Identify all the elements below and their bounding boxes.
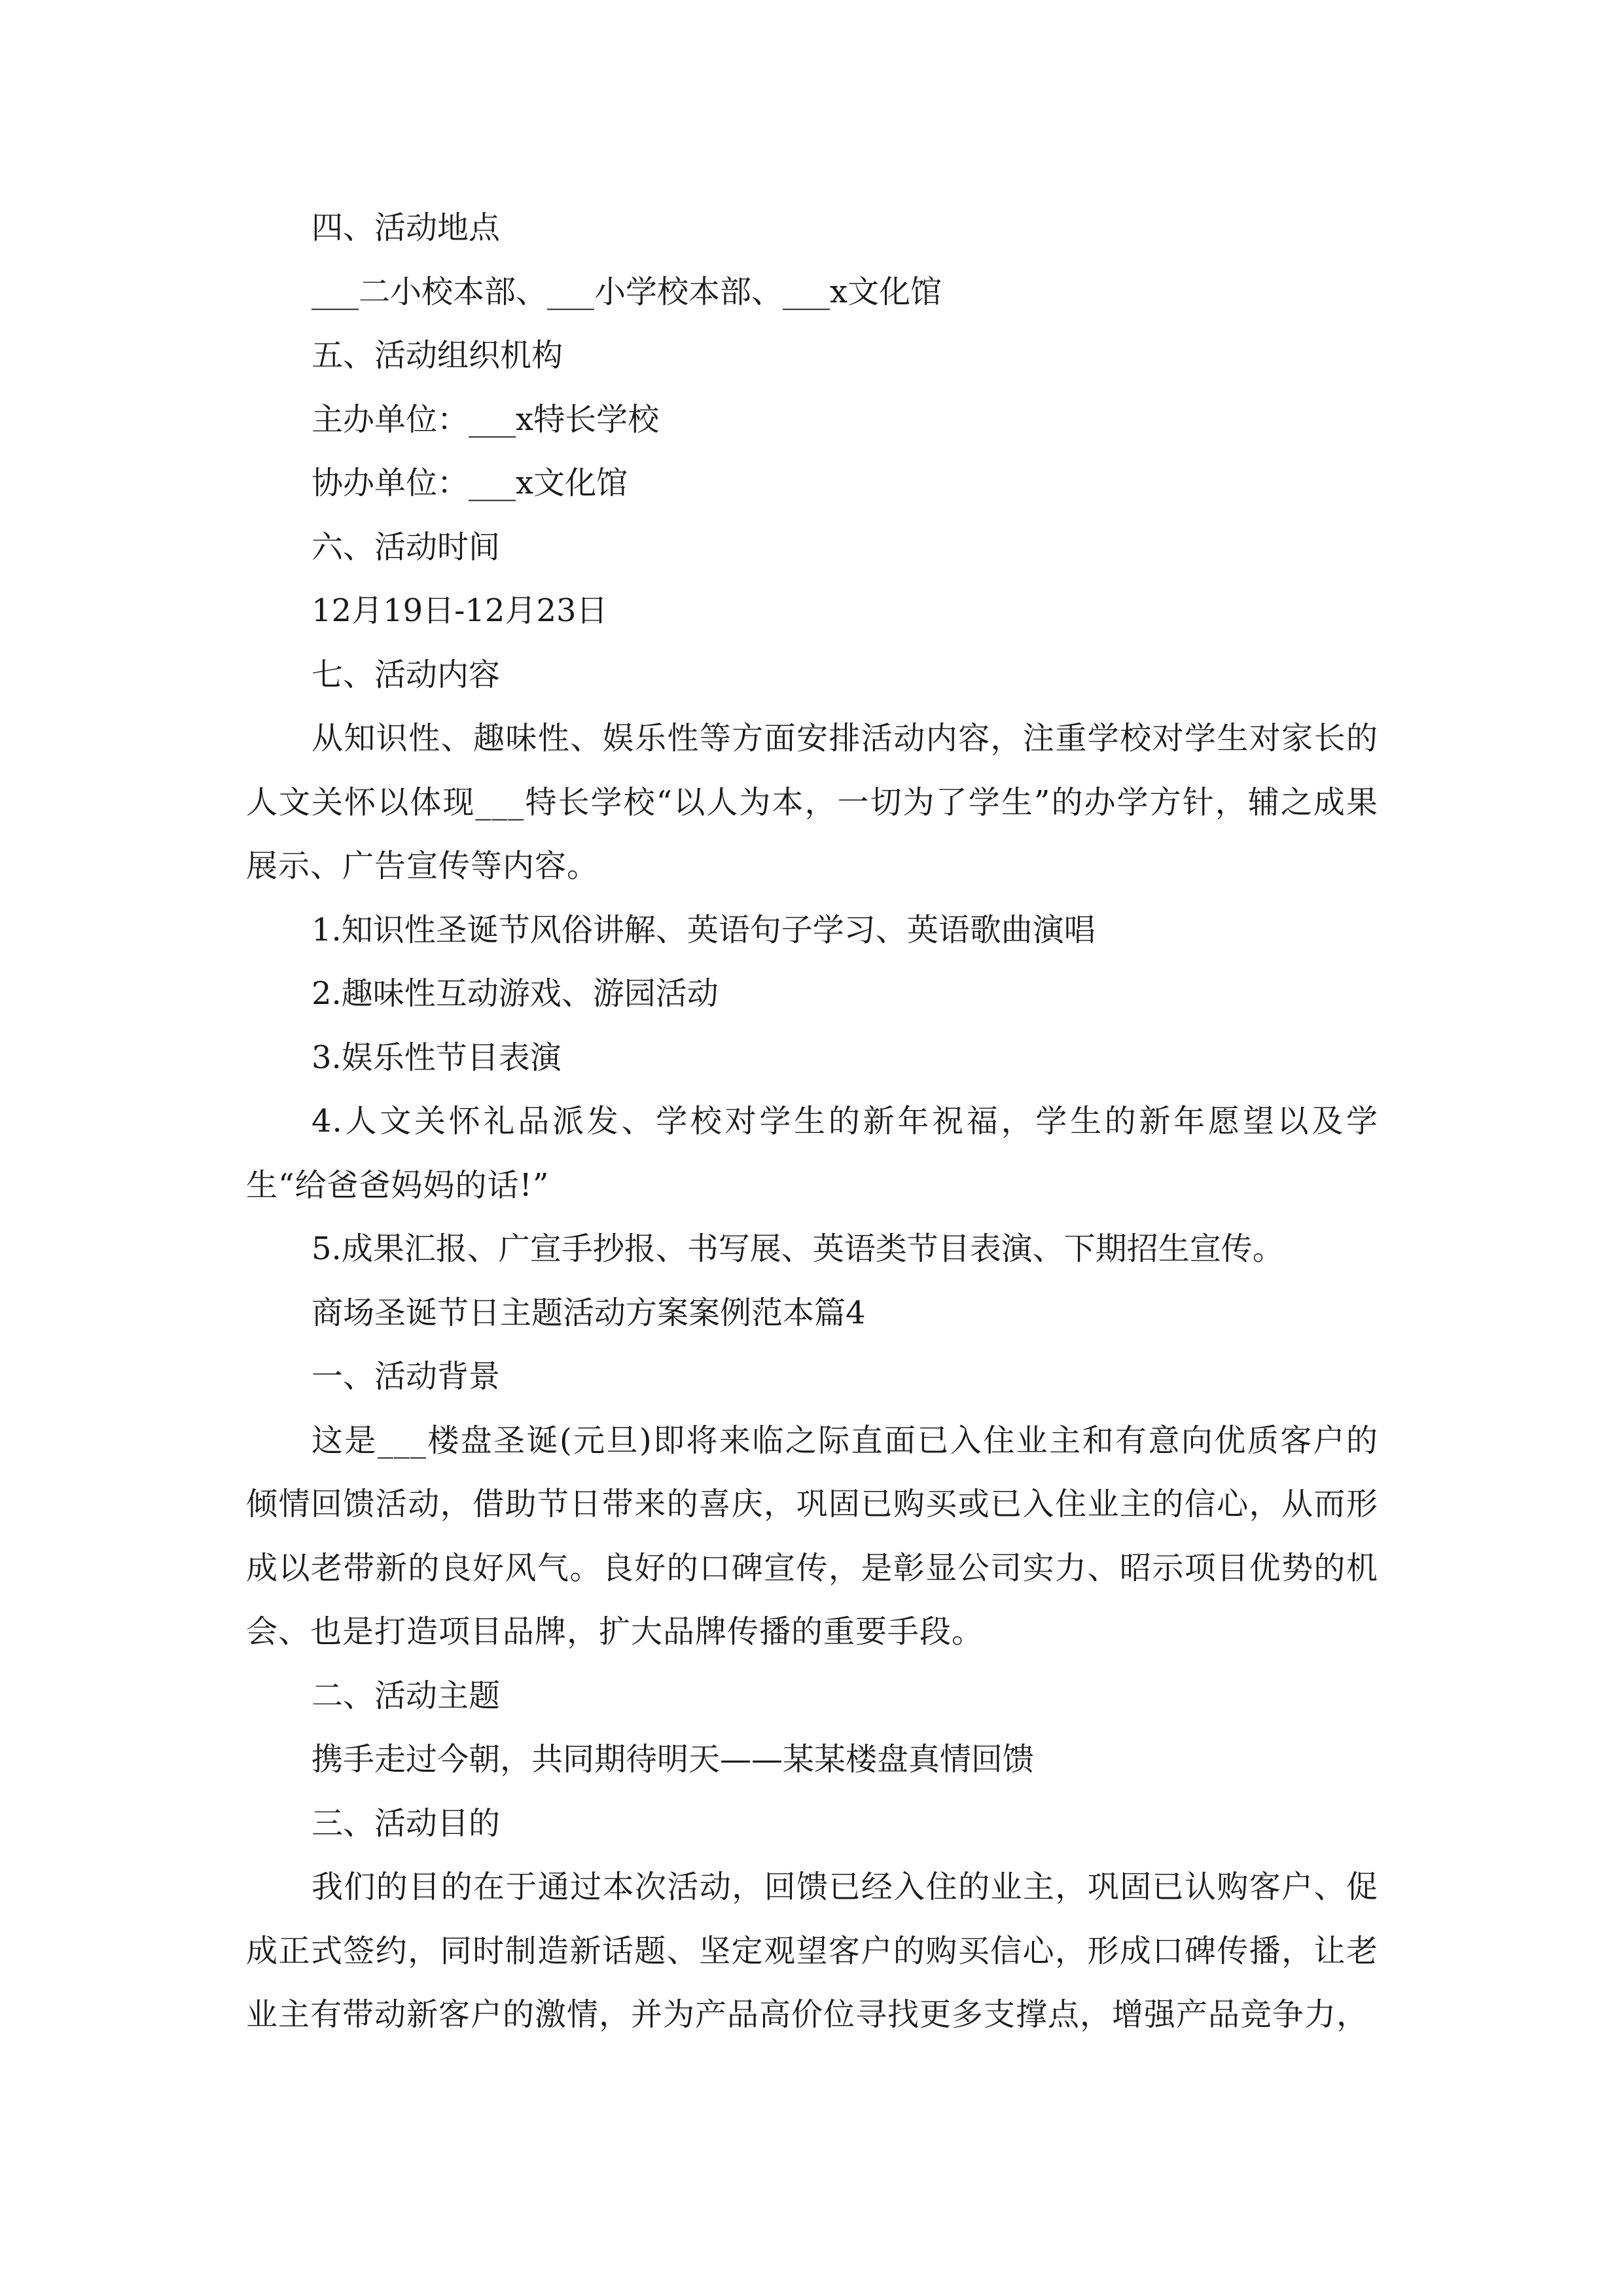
heading-location: 四、活动地点 (312, 209, 501, 246)
host-unit: 主办单位：___x特长学校 (312, 401, 660, 438)
heading-organization: 五、活动组织机构 (312, 337, 563, 374)
theme-text: 携手走过今朝，共同期待明天——某某楼盘真情回馈 (312, 1741, 1035, 1778)
content-item-4: 4.人文关怀礼品派发、学校对学生的新年祝福，学生的新年愿望以及学生“给爸爸妈妈的话!” (246, 1103, 1378, 1204)
section-title: 商场圣诞节日主题活动方案案例范本篇4 (312, 1294, 866, 1331)
heading-background: 一、活动背景 (312, 1358, 501, 1395)
purpose-paragraph: 我们的目的在于通过本次活动，回馈已经入住的业主，巩固已认购客户、促成正式签约，同时制造新话题、坚定观望客户的购买信心，形成口碑传播，让老业主有带动新客户的激情，并为产品高价位寻找更多支撑点，增强产品竞争力， (246, 1869, 1378, 2033)
content-item-5: 5.成果汇报、广宣手抄报、书写展、英语类节目表演、下期招生宣传。 (312, 1230, 1284, 1267)
location-text: ___二小校本部、___小学校本部、___x文化馆 (312, 273, 942, 310)
content-item-3: 3.娱乐性节目表演 (312, 1039, 562, 1076)
content-paragraph: 从知识性、趣味性、娱乐性等方面安排活动内容，注重学校对学生对家长的人文关怀以体现___特长学校“以人为本，一切为了学生”的办学方针，辅之成果展示、广告宣传等内容。 (246, 720, 1378, 884)
heading-content: 七、活动内容 (312, 656, 501, 693)
heading-purpose: 三、活动目的 (312, 1804, 501, 1842)
heading-theme: 二、活动主题 (312, 1677, 501, 1714)
heading-time: 六、活动时间 (312, 528, 501, 565)
content-item-1: 1.知识性圣诞节风俗讲解、英语句子学习、英语歌曲演唱 (312, 911, 1096, 948)
time-text: 12月19日-12月23日 (312, 592, 608, 629)
co-host-unit: 协办单位：___x文化馆 (312, 465, 628, 501)
document-body (246, 196, 1378, 2047)
background-paragraph: 这是___楼盘圣诞(元旦)即将来临之际直面已入住业主和有意向优质客户的倾情回馈活动，借助节日带来的喜庆，巩固已购买或已入住业主的信心，从而形成以老带新的良好风气。良好的口碑宣传，是彰显公司实力、昭示项目优势的机会、也是打造项目品牌，扩大品牌传播的重要手段。 (246, 1422, 1378, 1650)
content-item-2: 2.趣味性互动游戏、游园活动 (312, 975, 719, 1012)
